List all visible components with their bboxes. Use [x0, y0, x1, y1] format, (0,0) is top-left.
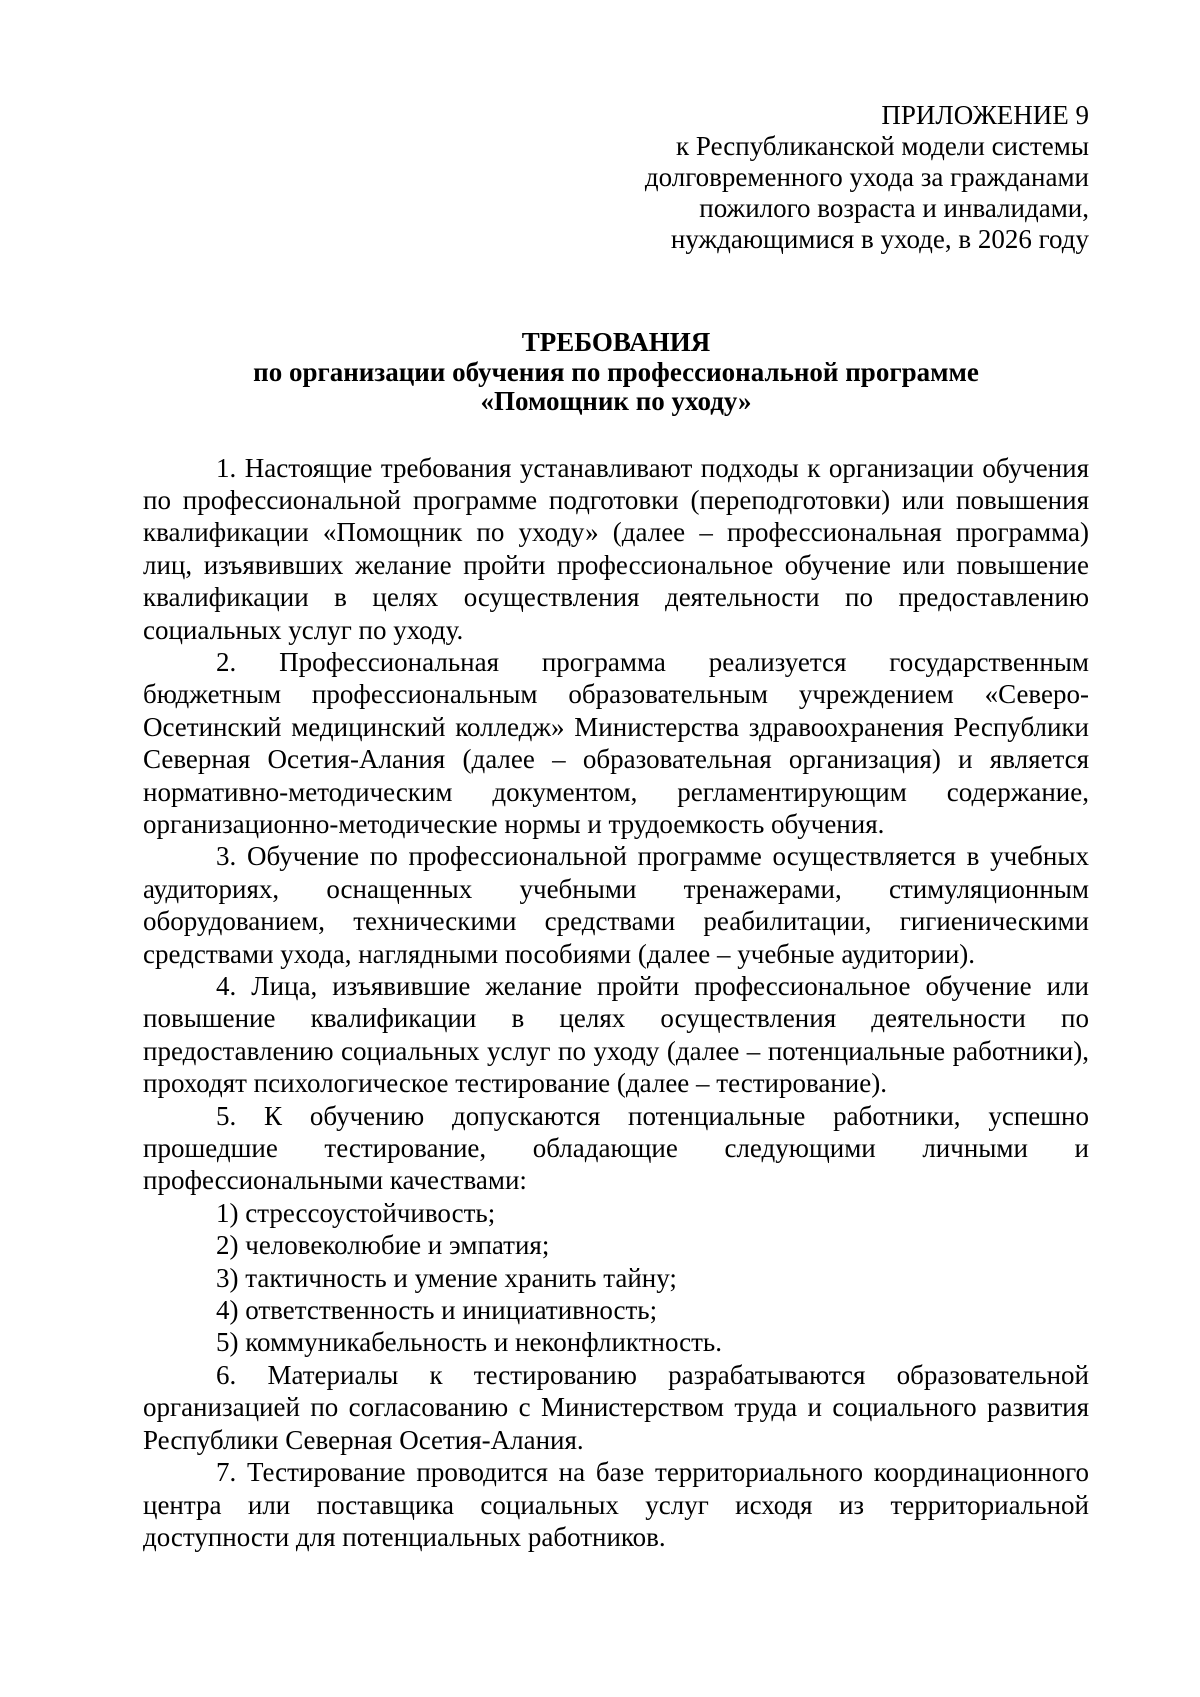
document-page: [143, 100, 1089, 1553]
appendix-line: нуждающимися в уходе, в 2026 году: [670, 224, 1089, 254]
appendix-header: [143, 100, 1089, 255]
title-program-name: «Помощник по уходу»: [480, 386, 752, 416]
quality-item: 3) тактичность и умение хранить тайну;: [216, 1262, 677, 1293]
document-title: [143, 328, 1089, 417]
appendix-title: ПРИЛОЖЕНИЕ 9: [881, 100, 1089, 130]
paragraph-3: 3. Обучение по профессиональной программе осуществляется в учебных аудиториях, оснащенных учебными тренажерами, стимуляционным оборудованием, техническими средствами реабилитации, гигиеническими средствами ухода, наглядными пособиями (далее – учебные аудитории).: [143, 841, 1089, 969]
title-subheading: по организации обучения по профессиональной программе: [253, 356, 979, 387]
quality-item: 5) коммуникабельность и неконфликтность.: [216, 1327, 722, 1358]
quality-item: 1) стрессоустойчивость;: [216, 1197, 496, 1228]
paragraph-4: 4. Лица, изъявившие желание пройти профессиональное обучение или повышение квалификации в целях осуществления деятельности по предоставлению социальных услуг по уходу (далее – потенциальные работники), проходят психологическое тестирование (далее – тестирование).: [143, 971, 1089, 1099]
appendix-line: долговременного ухода за гражданами: [644, 162, 1089, 192]
title-heading: ТРЕБОВАНИЯ: [521, 327, 711, 357]
quality-item: 2) человеколюбие и эмпатия;: [216, 1230, 550, 1261]
appendix-line: к Республиканской модели системы: [676, 131, 1089, 161]
document-body: [143, 452, 1089, 1554]
paragraph-7: 7. Тестирование проводится на базе территориального координационного центра или поставщика социальных услуг исходя из территориальной доступности для потенциальных работников.: [143, 1457, 1089, 1552]
quality-item: 4) ответственность и инициативность;: [216, 1295, 658, 1326]
paragraph-2: 2. Профессиональная программа реализуется государственным бюджетным профессиональным образовательным учреждением «Северо-Осетинский медицинский колледж» Министерства здравоохранения Республики Северная Осетия-Алания (далее – образовательная организация) и является нормативно-методическим документом, регламентирующим содержание, организационно-методические нормы и трудоемкость обучения.: [143, 646, 1089, 839]
appendix-line: пожилого возраста и инвалидами,: [699, 193, 1089, 223]
paragraph-6: 6. Материалы к тестированию разрабатываются образовательной организацией по согласованию с Министерством труда и социального развития Республики Северная Осетия-Алания.: [143, 1359, 1089, 1455]
paragraph-5: 5. К обучению допускаются потенциальные работники, успешно прошедшие тестирование, обладающие следующими личными и профессиональными качествами:: [143, 1100, 1089, 1196]
paragraph-1: 1. Настоящие требования устанавливают подходы к организации обучения по профессиональной программе подготовки (переподготовки) или повышения квалификации «Помощник по уходу» (далее – профессиональная программа) лиц, изъявивших желание пройти профессиональное обучение или повышение квалификации в целях осуществления деятельности по предоставлению социальных услуг по уходу.: [143, 452, 1089, 645]
